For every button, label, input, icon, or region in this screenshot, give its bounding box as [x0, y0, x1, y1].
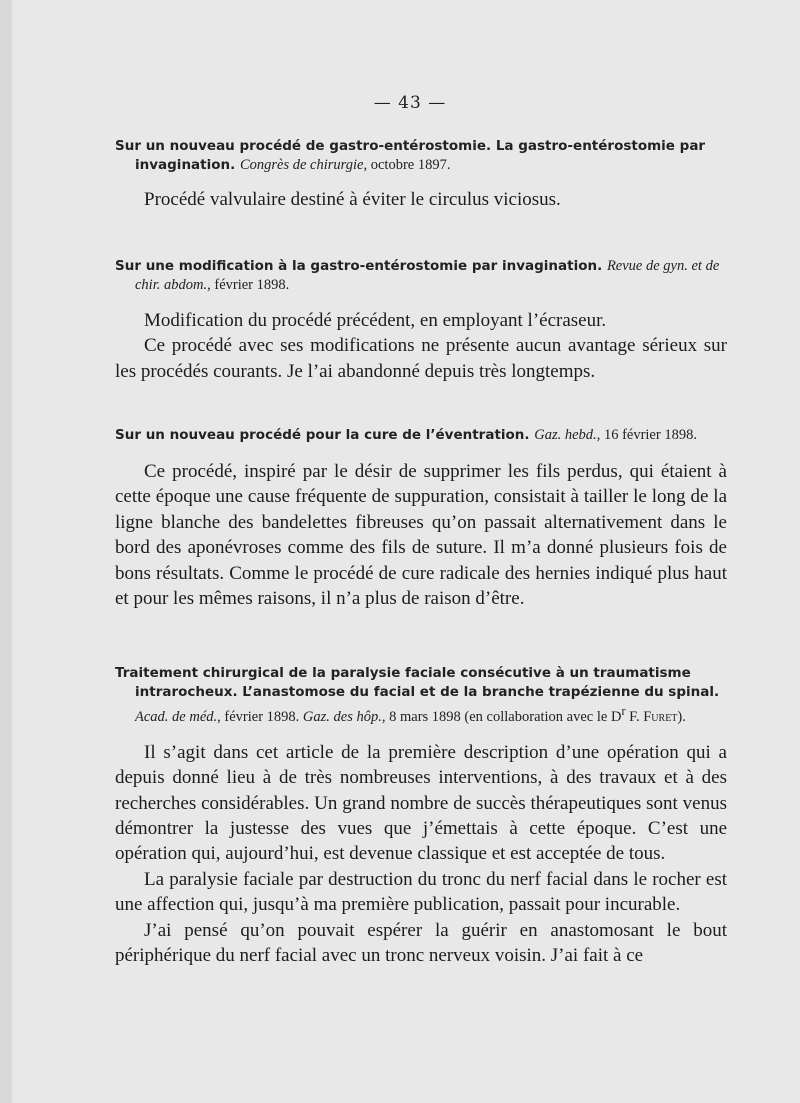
entry-date: , octobre 1897.	[363, 157, 451, 173]
entry-heading	[115, 664, 727, 727]
paragraph: La paralysie faciale par destruction du tronc du nerf facial dans le rocher est une affection qui, jusqu’à ma première publication, passait pour incurable.	[115, 868, 727, 916]
bibliography-entry	[115, 137, 727, 212]
entry-date: , 16 février 1898.	[596, 427, 697, 443]
coauthor-name: F. Furet	[629, 708, 678, 725]
bibliography-entry	[115, 426, 727, 611]
paragraph: Ce procédé, inspiré par le désir de supprimer les fils perdus, qui étaient à cette époque une cause fréquente de suppuration, consistait à tailler le long de la ligne blanche des bandelettes fibreuses qu’on passait alternativement dans le bord des aponévroses comme des fils de suture. Il m’a donné plusieurs fois de bons résultats. Comme le procédé de cure radicale des hernies indiqué plus haut et pour les mêmes raisons, il n’a plus de raison d’être.	[115, 461, 727, 610]
paragraph: Modification du procédé précédent, en employant l’écraseur.	[144, 310, 607, 331]
entry-journal: Acad. de méd.	[135, 708, 218, 725]
entry-body	[115, 740, 727, 969]
entry-body	[115, 187, 727, 212]
entry-title: Sur une modification à la gastro-entérostomie par invagination.	[115, 258, 603, 274]
paragraph: J’ai pensé qu’on pouvait espérer la guérir en anastomosant le bout périphérique du nerf facial avec un tronc nerveux voisin. J’ai fait à ce	[115, 919, 727, 967]
entry-closing: ).	[677, 708, 686, 725]
entry-title: Sur un nouveau procédé pour la cure de l’éventration.	[115, 427, 530, 443]
entry-date: , février 1898.	[217, 708, 300, 725]
paragraph: Il s’agit dans cet article de la première description d’une opération qui a depuis donné lieu à de très nombreuses interventions, à des travaux et à des recherches considérables. Un grand nombre de succès thérapeutiques sont venus démontrer la justesse des vues que j’émettais à cette époque. C’est une opération qui, aujourd’hui, est devenue classique et est acceptée de tous.	[115, 741, 727, 865]
entry-heading	[115, 426, 727, 445]
entry-date: , février 1898.	[207, 277, 290, 293]
entry-journal: Gaz. hebd.	[534, 427, 597, 443]
entry-heading	[115, 257, 727, 295]
entry-heading	[115, 137, 727, 175]
bibliography-entry	[115, 257, 727, 384]
bibliography-entry	[115, 664, 727, 968]
entry-title: Traitement chirurgical de la paralysie faciale consécutive à un traumatisme intrarocheux. L’anastomose du facial et de la branche trapézienne du spinal.	[115, 665, 720, 700]
paragraph: Ce procédé avec ses modifications ne présente aucun avantage sérieux sur les procédés courants. Je l’ai abandonné depuis très longtemps.	[115, 335, 727, 382]
entry-title: Sur un nouveau procédé de gastro-entérostomie. La gastro-entérostomie par invagination.	[115, 138, 706, 173]
entry-journal: Gaz. des hôp.	[302, 708, 382, 725]
doctor-abbrev: r	[621, 704, 626, 718]
entry-journal: Congrès de chirurgie	[239, 157, 364, 173]
entry-date: , 8 mars 1898 (en collaboration avec le D	[381, 708, 622, 725]
entry-body	[115, 308, 727, 384]
entry-journal: Revue de gyn. et de chir. abdom.	[135, 258, 720, 293]
page-number: — 43 —	[373, 93, 447, 113]
entry-body	[115, 459, 727, 611]
paragraph: Procédé valvulaire destiné à éviter le circulus viciosus.	[144, 189, 561, 210]
